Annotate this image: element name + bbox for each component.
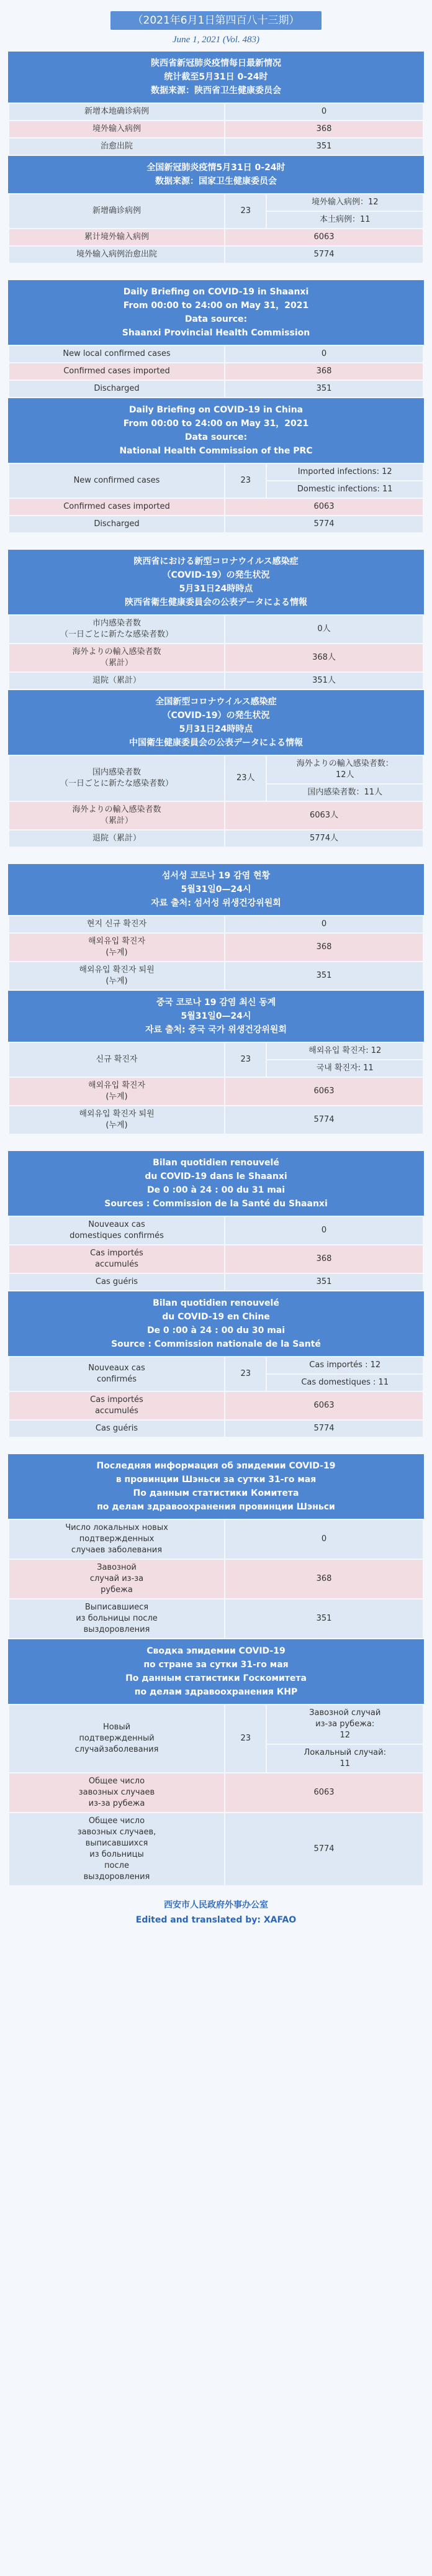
table-row xyxy=(9,1106,423,1134)
national-title-line: From 00:00 to 24:00 on May 31，2021 xyxy=(123,419,309,429)
table-row xyxy=(9,498,423,516)
national-title-line: По данным статистики Госкомитета xyxy=(125,1673,307,1683)
new-cases-total: 23 xyxy=(225,1042,266,1077)
row-value: 0人 xyxy=(225,615,423,644)
new-cases-total: 23 xyxy=(225,1357,266,1391)
local-title xyxy=(8,280,424,345)
local-title-line: 자료 출처: 섬서성 위생건강위원회 xyxy=(151,898,281,908)
domestic-infections: Локальный случай: 11 xyxy=(266,1744,423,1773)
local-title-line: 5月31日24時時点 xyxy=(179,584,253,594)
row-value: 368 xyxy=(225,933,423,962)
row-label: 해외유입 확진자 퇴원 (누계) xyxy=(9,962,225,990)
row-value: 6063 xyxy=(225,1391,423,1420)
issue-banner: （2021年6月1日第四百八十三期） xyxy=(110,11,322,30)
row-label: 退院（累計） xyxy=(9,830,225,847)
row-label: 市内感染者数 （一日ごとに新たな感染者数） xyxy=(9,615,225,644)
row-label: 해외유입 확진자 (누계) xyxy=(9,933,225,962)
row-value: 5774 xyxy=(225,1420,423,1437)
row-value: 351人 xyxy=(225,672,423,690)
local-title-line: Последняя информация об эпидемии COVID-19 xyxy=(96,1461,336,1471)
local-title xyxy=(8,1454,424,1519)
table-row xyxy=(9,1420,423,1437)
table-row xyxy=(9,380,423,398)
table-row xyxy=(9,194,423,211)
national-title-line: 全国新冠肺炎疫情5月31日 0-24时 xyxy=(146,163,286,173)
local-table xyxy=(8,1216,424,1291)
row-label: Cas importés accumulés xyxy=(9,1245,225,1273)
local-title-line: 陝西省衛生健康委員会の公表データによる情報 xyxy=(125,598,307,608)
row-label: Discharged xyxy=(9,380,225,398)
imported-infections: Завозной случай из-за рубежа: 12 xyxy=(266,1704,423,1744)
new-cases-total: 23 xyxy=(225,194,266,229)
row-value: 0 xyxy=(225,1519,423,1559)
row-label: Общее число завозных случаев, выписавшихся из больницы после выздоровления xyxy=(9,1813,225,1886)
local-title-line: 统计截至5月31日 0-24时 xyxy=(164,72,268,82)
table-row xyxy=(9,363,423,380)
section-fr xyxy=(8,1151,424,1438)
local-title-line: du COVID-19 dans le Shaanxi xyxy=(145,1172,287,1181)
row-label: Cas guéris xyxy=(9,1273,225,1291)
national-title-line: 5월31일0—24시 xyxy=(181,1011,251,1021)
local-title-line: По данным статистики Комитета xyxy=(133,1488,299,1498)
national-title-line: Source : Commission nationale de la Santé xyxy=(111,1339,321,1349)
section-gap xyxy=(0,264,432,280)
national-title-line: National Health Commission of the PRC xyxy=(119,446,313,456)
new-cases-label: Новый подтвержденный случайзаболевания xyxy=(9,1704,225,1773)
national-title-line: 자료 출처: 중국 국가 위생건강위원회 xyxy=(145,1025,287,1035)
section-gap xyxy=(0,534,432,550)
national-title-line: 중국 코로나 19 감염 최신 동계 xyxy=(156,998,276,1008)
section-zh xyxy=(8,52,424,264)
table-row xyxy=(9,962,423,990)
local-table xyxy=(8,102,424,156)
national-title-line: по делам здравоохранения КНР xyxy=(134,1687,298,1697)
row-label: 新增本地确诊病例 xyxy=(9,103,225,121)
table-row xyxy=(9,1813,423,1886)
row-value: 5774 xyxy=(225,1106,423,1134)
national-table xyxy=(8,1042,424,1135)
table-row xyxy=(9,1042,423,1060)
national-title-line: 数据来源：国家卫生健康委员会 xyxy=(155,176,277,186)
local-title xyxy=(8,864,424,915)
row-label: Discharged xyxy=(9,516,225,533)
row-value: 0 xyxy=(225,103,423,121)
row-value: 351 xyxy=(225,1273,423,1291)
national-title xyxy=(8,1291,424,1356)
row-value: 368 xyxy=(225,121,423,138)
national-table xyxy=(8,1704,424,1886)
national-title-line: 中国衛生健康委員会の公表データによる情報 xyxy=(129,738,303,748)
table-row xyxy=(9,1273,423,1291)
table-row xyxy=(9,916,423,933)
table-row xyxy=(9,345,423,363)
row-value: 0 xyxy=(225,345,423,363)
new-cases-label: New confirmed cases xyxy=(9,463,225,498)
row-value: 5774 xyxy=(225,516,423,533)
table-row xyxy=(9,1216,423,1245)
row-label: Число локальных новых подтвержденных случаев заболевания xyxy=(9,1519,225,1559)
table-row xyxy=(9,121,423,138)
table-row xyxy=(9,1245,423,1273)
row-value: 0 xyxy=(225,1216,423,1245)
local-title-line: Bilan quotidien renouvelé xyxy=(153,1158,279,1168)
new-cases-label: 国内感染者数 （一日ごとに新たな感染者数） xyxy=(9,755,225,801)
row-label: Выписавшиеся из больницы после выздоровления xyxy=(9,1599,225,1639)
row-label: 境外输入病例治愈出院 xyxy=(9,246,225,263)
table-row xyxy=(9,1559,423,1599)
local-title-line: в провинции Шэньси за сутки 31-го мая xyxy=(115,1475,317,1485)
row-value: 5774 xyxy=(225,1813,423,1886)
footer-org: 西安市人民政府外事办公室 xyxy=(164,1900,268,1910)
table-row xyxy=(9,933,423,962)
local-title-line: 섬서성 코로나 19 감염 현황 xyxy=(161,871,271,881)
row-value: 351 xyxy=(225,1599,423,1639)
new-cases-total: 23 xyxy=(225,1704,266,1773)
row-label: 治愈出院 xyxy=(9,138,225,155)
new-cases-total: 23人 xyxy=(225,755,266,801)
domestic-infections: 国内感染者数：11人 xyxy=(266,784,423,801)
footer-credit: Edited and translated by: XAFAO xyxy=(135,1915,297,1925)
row-value: 5774 xyxy=(225,246,423,263)
table-row xyxy=(9,138,423,155)
row-label: Завозной случай из-за рубежа xyxy=(9,1559,225,1599)
local-title-line: 陕西省新冠肺炎疫情每日最新情况 xyxy=(151,58,281,68)
national-title xyxy=(8,991,424,1042)
table-row xyxy=(9,1519,423,1559)
local-title-line: Shaanxi Provincial Health Commission xyxy=(122,328,310,338)
row-label: Confirmed cases imported xyxy=(9,498,225,516)
national-title-line: （COVID-19）の発生状況 xyxy=(162,711,270,721)
section-gap xyxy=(0,1438,432,1454)
national-title xyxy=(8,398,424,463)
national-title-line: Bilan quotidien renouvelé xyxy=(153,1298,279,1308)
row-value: 351 xyxy=(225,962,423,990)
local-title-line: Data source: xyxy=(184,314,248,324)
table-row xyxy=(9,246,423,263)
row-label: Nouveaux cas domestiques confirmés xyxy=(9,1216,225,1245)
imported-infections: Imported infections: 12 xyxy=(266,463,423,481)
section-gap xyxy=(0,848,432,864)
section-ko xyxy=(8,864,424,1135)
row-label: 退院（累計） xyxy=(9,672,225,690)
table-row xyxy=(9,1357,423,1374)
sections-container xyxy=(0,52,432,1886)
table-row xyxy=(9,1704,423,1744)
row-label: 累计境外输入病例 xyxy=(9,229,225,246)
table-row xyxy=(9,516,423,533)
row-value: 6063 xyxy=(225,229,423,246)
row-value: 6063 xyxy=(225,1077,423,1106)
section-ja xyxy=(8,550,424,848)
domestic-infections: Cas domestiques : 11 xyxy=(266,1374,423,1391)
issue-subtitle: June 1, 2021 (Vol. 483) xyxy=(173,35,259,45)
row-value: 368 xyxy=(225,1559,423,1599)
row-label: 해외유입 확진자 퇴원 (누계) xyxy=(9,1106,225,1134)
table-row xyxy=(9,615,423,644)
national-title xyxy=(8,156,424,193)
row-label: Cas guéris xyxy=(9,1420,225,1437)
local-title-line: De 0 :00 à 24 : 00 du 31 mai xyxy=(146,1185,286,1195)
new-cases-label: 신규 확진자 xyxy=(9,1042,225,1077)
row-value: 368人 xyxy=(225,644,423,672)
imported-infections: 境外输入病例：12 xyxy=(266,194,423,211)
national-title-line: 5月31日24時時点 xyxy=(179,724,253,734)
table-row xyxy=(9,103,423,121)
national-title-line: Data source: xyxy=(184,432,248,442)
national-title xyxy=(8,690,424,755)
row-value: 5774人 xyxy=(225,830,423,847)
table-row xyxy=(9,672,423,690)
row-label: 海外よりの輸入感染者数 （累計） xyxy=(9,644,225,672)
table-row xyxy=(9,1773,423,1813)
section-ru xyxy=(8,1454,424,1886)
domestic-infections: 국내 확진자: 11 xyxy=(266,1060,423,1077)
row-label: Общее число завозных случаев из-за рубежа xyxy=(9,1773,225,1813)
row-label: 현지 신규 확진자 xyxy=(9,916,225,933)
row-value: 351 xyxy=(225,138,423,155)
new-cases-label: 新增确诊病例 xyxy=(9,194,225,229)
imported-infections: 海外よりの輸入感染者数： 12人 xyxy=(266,755,423,784)
imported-infections: 해외유입 확진자: 12 xyxy=(266,1042,423,1060)
row-label: 海外よりの輸入感染者数 （累計） xyxy=(9,801,225,830)
domestic-infections: Domestic infections: 11 xyxy=(266,481,423,498)
table-row xyxy=(9,229,423,246)
local-title-line: 数据来源：陕西省卫生健康委员会 xyxy=(151,86,281,96)
local-table xyxy=(8,1519,424,1639)
national-title-line: du COVID-19 en Chine xyxy=(162,1312,270,1322)
local-title-line: по делам здравоохранения провинции Шэньси xyxy=(97,1502,335,1512)
table-row xyxy=(9,1077,423,1106)
table-row xyxy=(9,1391,423,1420)
row-value: 0 xyxy=(225,916,423,933)
national-table xyxy=(8,755,424,848)
local-title-line: （COVID-19）の発生状況 xyxy=(162,570,270,580)
table-row xyxy=(9,755,423,784)
national-title-line: Daily Briefing on COVID-19 in China xyxy=(128,405,304,415)
local-title-line: Daily Briefing on COVID-19 in Shaanxi xyxy=(123,287,309,297)
national-title xyxy=(8,1639,424,1704)
local-title-line: Sources : Commission de la Santé du Shaanxi xyxy=(104,1199,328,1209)
section-en xyxy=(8,280,424,534)
table-row xyxy=(9,1599,423,1639)
local-table xyxy=(8,915,424,991)
new-cases-total: 23 xyxy=(225,463,266,498)
local-table xyxy=(8,614,424,690)
national-table xyxy=(8,1356,424,1438)
local-title xyxy=(8,52,424,102)
national-table xyxy=(8,193,424,264)
row-label: 境外输入病例 xyxy=(9,121,225,138)
row-label: New local confirmed cases xyxy=(9,345,225,363)
national-title-line: 全国新型コロナウイルス感染症 xyxy=(155,697,277,707)
table-row xyxy=(9,463,423,481)
row-label: Confirmed cases imported xyxy=(9,363,225,380)
local-title-line: 陝西省における新型コロナウイルス感染症 xyxy=(133,557,299,567)
row-value: 368 xyxy=(225,1245,423,1273)
table-row xyxy=(9,801,423,830)
footer xyxy=(0,1898,432,1927)
page xyxy=(0,11,432,1927)
row-value: 368 xyxy=(225,363,423,380)
national-table xyxy=(8,463,424,534)
local-title xyxy=(8,1151,424,1216)
row-label: Cas importés accumulés xyxy=(9,1391,225,1420)
domestic-infections: 本土病例：11 xyxy=(266,211,423,229)
local-title-line: From 00:00 to 24:00 on May 31，2021 xyxy=(123,301,309,311)
national-title-line: De 0 :00 à 24 : 00 du 30 mai xyxy=(146,1326,286,1336)
row-value: 6063 xyxy=(225,1773,423,1813)
local-title xyxy=(8,550,424,614)
national-title-line: Сводка эпидемии COVID-19 xyxy=(146,1646,286,1656)
row-value: 6063人 xyxy=(225,801,423,830)
imported-infections: Cas importés : 12 xyxy=(266,1357,423,1374)
table-row xyxy=(9,644,423,672)
local-title-line: 5월31일0—24시 xyxy=(181,885,251,894)
new-cases-label: Nouveaux cas confirmés xyxy=(9,1357,225,1391)
row-value: 351 xyxy=(225,380,423,398)
row-value: 6063 xyxy=(225,498,423,516)
table-row xyxy=(9,830,423,847)
national-title-line: по стране за сутки 31-го мая xyxy=(143,1660,289,1670)
section-gap xyxy=(0,1135,432,1151)
row-label: 해외유입 확진자 (누계) xyxy=(9,1077,225,1106)
local-table xyxy=(8,345,424,398)
